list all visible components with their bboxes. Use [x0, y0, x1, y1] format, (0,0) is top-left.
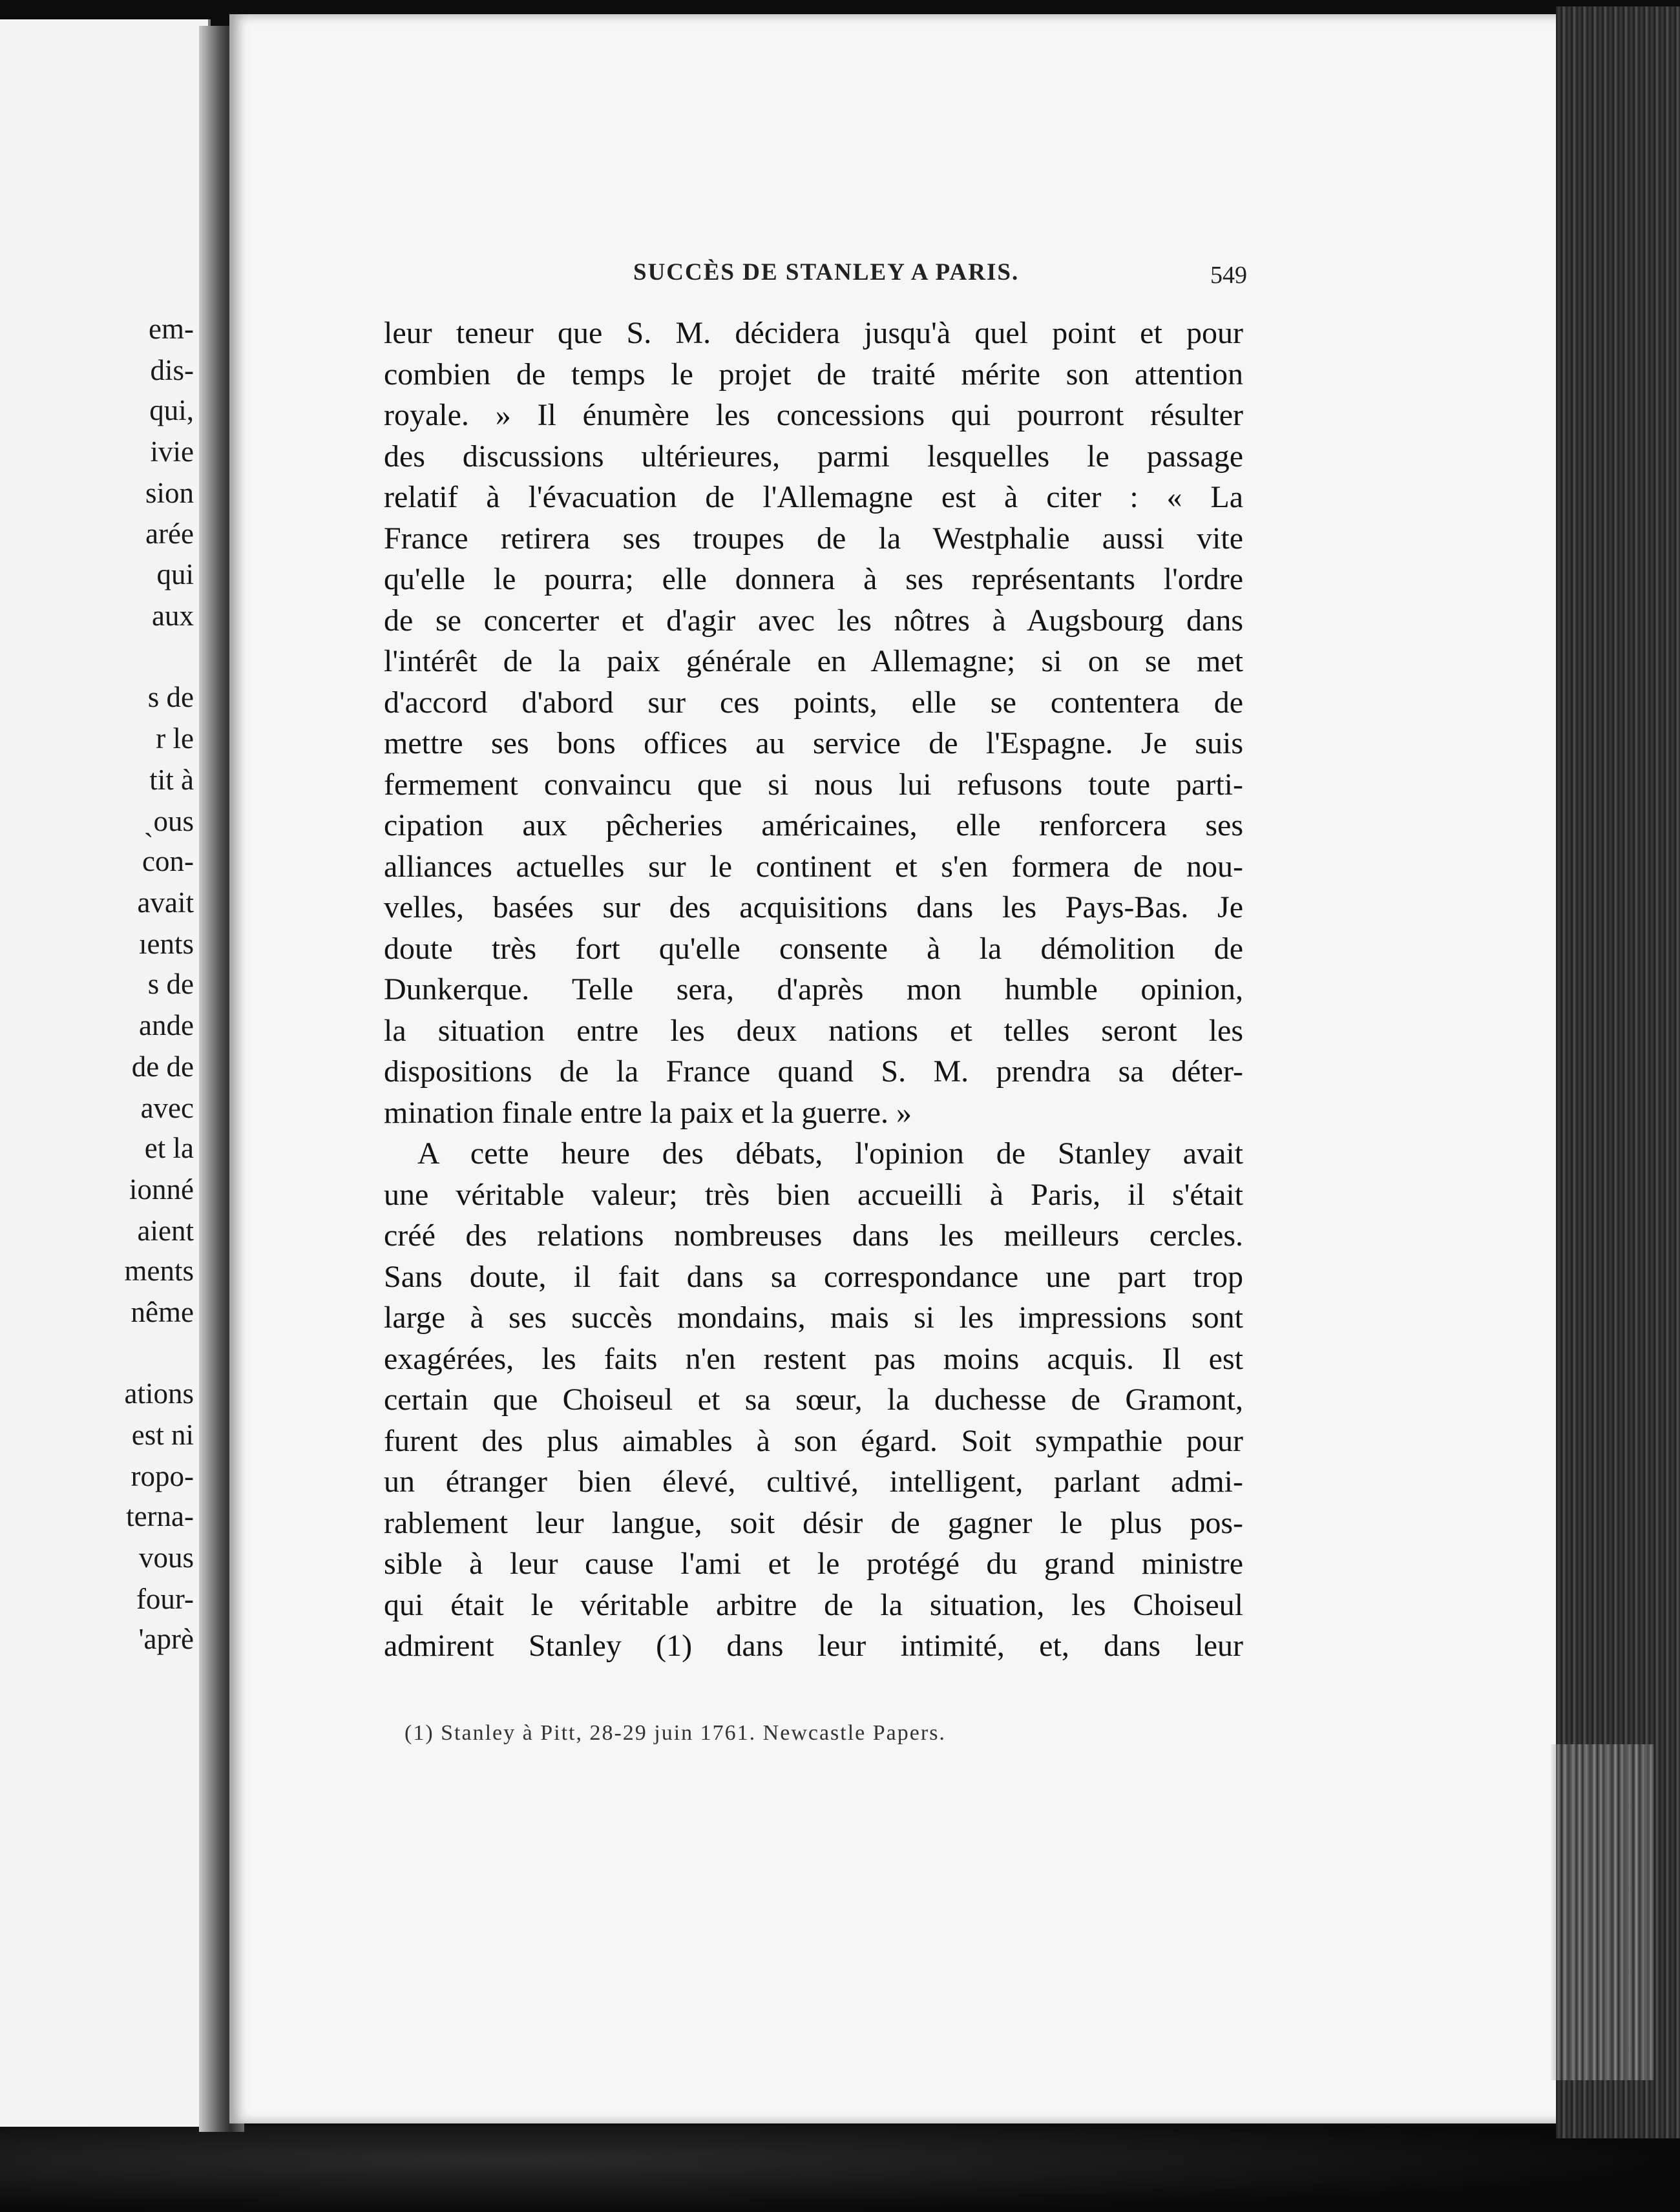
text-line: admirent Stanley (1) dans leur intimité, et, dans leur — [384, 1629, 1243, 1663]
left-page-line: et la — [144, 1132, 194, 1164]
left-page-line: qui, — [149, 394, 194, 426]
left-page-line: em- — [149, 313, 194, 345]
text-line: de se concerter et d'agir avec les nôtres à Augsbourg dans — [384, 603, 1243, 638]
text-line: mination finale entre la paix et la guerre. » — [384, 1095, 912, 1130]
text-line: furent des plus aimables à son égard. Soit sympathie pour — [384, 1423, 1243, 1458]
left-page-line: ments — [124, 1255, 194, 1287]
left-page-line: de de — [131, 1050, 194, 1083]
left-page-line: terna- — [126, 1500, 194, 1532]
body-text — [384, 313, 1243, 1667]
left-page-line: s de — [147, 968, 194, 1000]
footnote: (1) Stanley à Pitt, 28-29 juin 1761. Newcastle Papers. — [404, 1721, 946, 1745]
text-line: sible à leur cause l'ami et le protégé du grand ministre — [384, 1547, 1243, 1581]
left-page-line: nême — [131, 1296, 194, 1328]
text-line: des discussions ultérieures, parmi lesquelles le passage — [384, 439, 1243, 474]
left-page-line: dis- — [150, 354, 194, 386]
left-page-line: ivie — [150, 435, 194, 468]
text-line: cipation aux pêcheries américaines, elle renforcera ses — [384, 808, 1243, 842]
left-page-line: 'aprè — [138, 1623, 194, 1655]
text-line: qu'elle le pourra; elle donnera à ses représentants l'ordre — [384, 562, 1243, 596]
text-line: une véritable valeur; très bien accueilli à Paris, il s'était — [384, 1177, 1243, 1212]
left-page-line: tit à — [149, 764, 194, 796]
text-line: un étranger bien élevé, cultivé, intelligent, parlant admi- — [384, 1465, 1243, 1499]
left-page-line: r le — [156, 722, 194, 755]
text-line: relatif à l'évacuation de l'Allemagne est à citer : « La — [384, 480, 1243, 514]
left-page-line: ionné — [129, 1173, 194, 1205]
text-line: l'intérêt de la paix générale en Allemagne; si on se met — [384, 644, 1243, 678]
page-number: 549 — [1210, 262, 1247, 289]
text-line: dispositions de la France quand S. M. prendra sa déter- — [384, 1054, 1243, 1089]
text-line: A cette heure des débats, l'opinion de Stanley avait — [417, 1136, 1243, 1171]
left-page-line: avec — [140, 1092, 194, 1124]
text-line: royale. » Il énumère les concessions qui pourront résulter — [384, 398, 1243, 432]
left-page-line: ˏous — [143, 805, 194, 837]
left-page-line: s de — [147, 681, 194, 713]
left-page-line: vous — [138, 1541, 194, 1574]
left-page-line: qui — [156, 558, 194, 590]
text-line: combien de temps le projet de traité mérite son attention — [384, 357, 1243, 391]
text-line: alliances actuelles sur le continent et s'en formera de nou- — [384, 849, 1243, 884]
page-fore-edge-highlight — [1551, 1744, 1654, 2080]
text-line: Sans doute, il fait dans sa correspondance une part trop — [384, 1259, 1243, 1294]
text-line: Dunkerque. Telle sera, d'après mon humble opinion, — [384, 972, 1243, 1007]
left-page-line: arée — [145, 517, 194, 550]
text-line: doute très fort qu'elle consente à la démolition de — [384, 931, 1243, 966]
left-page-line: con- — [142, 845, 194, 877]
text-line: certain que Choiseul et sa sœur, la duchesse de Gramont, — [384, 1382, 1243, 1417]
text-line: rablement leur langue, soit désir de gagner le plus pos- — [384, 1505, 1243, 1540]
running-head: SUCCÈS DE STANLEY A PARIS. — [633, 259, 1020, 286]
text-line: large à ses succès mondains, mais si les impressions sont — [384, 1300, 1243, 1335]
left-page-line: ations — [124, 1377, 194, 1410]
text-line: France retirera ses troupes de la Westphalie aussi vite — [384, 521, 1243, 556]
text-line: d'accord d'abord sur ces points, elle se contentera de — [384, 685, 1243, 720]
text-line: velles, basées sur des acquisitions dans les Pays-Bas. Je — [384, 890, 1243, 924]
left-page-line: est ni — [131, 1419, 194, 1451]
left-page-line: sion — [145, 477, 194, 509]
left-page-line: avait — [137, 886, 194, 919]
left-page-line: ande — [139, 1009, 194, 1041]
left-page-line: ropo- — [131, 1460, 194, 1492]
text-line: créé des relations nombreuses dans les meilleurs cercles. — [384, 1218, 1243, 1253]
left-page-line: aient — [137, 1215, 194, 1247]
dark-background — [0, 2125, 1680, 2212]
text-line: fermement convaincu que si nous lui refusons toute parti- — [384, 767, 1243, 802]
left-page-line: aux — [152, 600, 194, 632]
left-page-line: ıents — [139, 928, 194, 960]
left-page — [0, 19, 211, 2127]
left-page-line: four- — [136, 1583, 194, 1615]
text-line: mettre ses bons offices au service de l'Espagne. Je suis — [384, 726, 1243, 760]
text-line: leur teneur que S. M. décidera jusqu'à quel point et pour — [384, 316, 1243, 350]
text-line: exagérées, les faits n'en restent pas moins acquis. Il est — [384, 1341, 1243, 1376]
text-line: la situation entre les deux nations et telles seront les — [384, 1013, 1243, 1048]
text-line: qui était le véritable arbitre de la situation, les Choiseul — [384, 1587, 1243, 1622]
